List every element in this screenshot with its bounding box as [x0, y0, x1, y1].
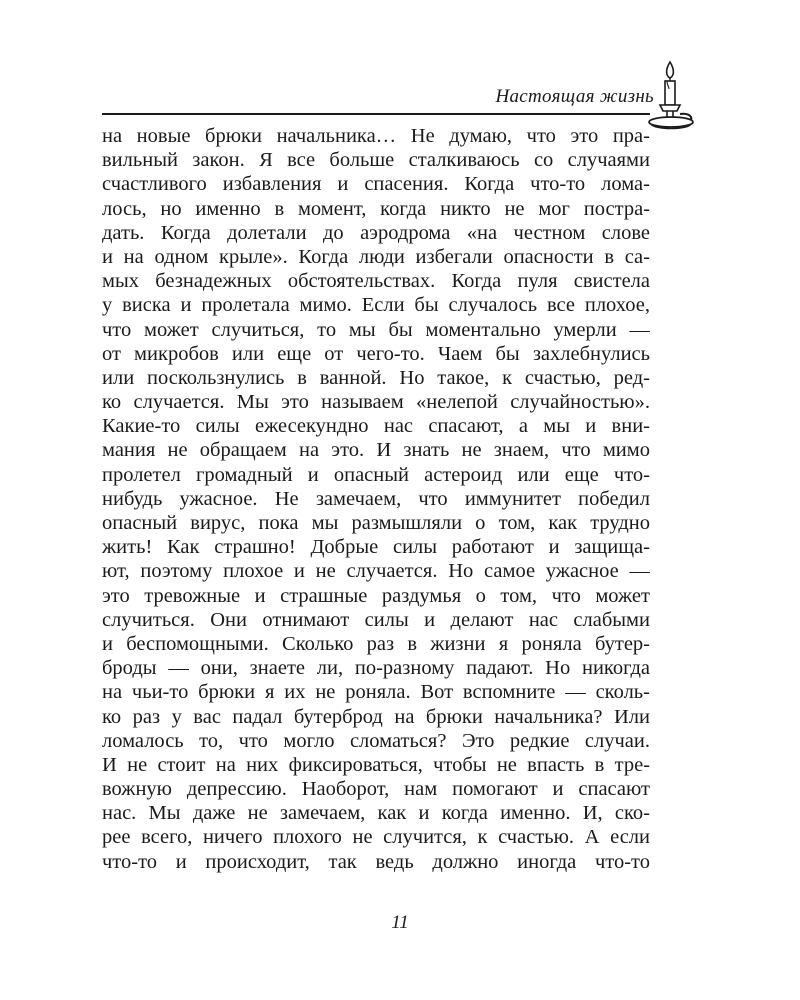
- text-line: ко раз у вас падал бутерброд на брюки начальника? Или: [102, 705, 650, 728]
- text-line: и беспомощными. Сколько раз в жизни я роняла бутер-: [102, 632, 650, 655]
- text-line: ко случается. Мы это называем «нелепой случайностью».: [102, 391, 650, 414]
- text-line: или поскользнулись в ванной. Но такое, к счастью, ред-: [102, 366, 650, 389]
- text-line: И не стоит на них фиксироваться, чтобы не впасть в тре-: [102, 753, 650, 776]
- text-line: нибудь ужасное. Не замечаем, что иммунитет победил: [102, 487, 650, 510]
- text-line: ломалось то, что могло сломаться? Это редкие случаи.: [102, 729, 650, 752]
- text-line: случиться. Они отнимают силы и делают нас слабыми: [102, 608, 650, 631]
- header-rule: [102, 113, 650, 115]
- text-line: у виска и пролетала мимо. Если бы случалось все плохое,: [102, 294, 650, 317]
- text-line: пролетел громадный и опасный астероид или еще что-: [102, 463, 650, 486]
- page-number: 11: [391, 912, 409, 933]
- text-line: жить! Как страшно! Добрые силы работают и защища-: [102, 536, 650, 559]
- text-line: вильный закон. Я все больше сталкиваюсь со случаями: [102, 149, 650, 172]
- text-line: от микробов или еще от чего-то. Чаем бы захлебнулись: [102, 342, 650, 365]
- text-line: рее всего, ничего плохого не случится, к счастью. А если: [102, 826, 650, 849]
- candle-icon: [643, 58, 703, 136]
- text-line: на чьи-то брюки я их не роняла. Вот вспомните — сколь-: [102, 681, 650, 704]
- running-head: [0, 0, 800, 140]
- text-line: на новые брюки начальника… Не думаю, что это пра-: [102, 125, 650, 147]
- text-line: дать. Когда долетали до аэродрома «на честном слове: [102, 221, 650, 244]
- text-line: броды — они, знаете ли, по-разному падают. Но никогда: [102, 657, 650, 680]
- text-line: мания не обращаем на это. И знать не знаем, что мимо: [102, 439, 650, 462]
- text-line: лось, но именно в момент, когда никто не мог постра-: [102, 197, 650, 220]
- body-text: [102, 124, 650, 874]
- text-line: ют, поэтому плохое и не случается. Но самое ужасное —: [102, 560, 650, 583]
- text-line: что может случиться, то мы бы моментально умерли —: [102, 318, 650, 341]
- text-line: что-то и происходит, так ведь должно иногда что-то: [102, 850, 650, 873]
- text-line: мых безнадежных обстоятельствах. Когда пуля свистела: [102, 270, 650, 293]
- text-line: Какие-то силы ежесекундно нас спасают, а мы и вни-: [102, 415, 650, 438]
- text-line: счастливого избавления и спасения. Когда что-то лома-: [102, 173, 650, 196]
- text-line: вожную депрессию. Наоборот, нам помогают и спасают: [102, 778, 650, 801]
- text-line: это тревожные и страшные раздумья о том, что может: [102, 584, 650, 607]
- text-line: опасный вирус, пока мы размышляли о том, как трудно: [102, 512, 650, 534]
- text-line: нас. Мы даже не замечаем, как и когда именно. И, ско-: [102, 802, 650, 825]
- text-line: и на одном крыле». Когда люди избегали опасности в са-: [102, 245, 650, 268]
- running-head-title: Настоящая жизнь: [495, 86, 654, 107]
